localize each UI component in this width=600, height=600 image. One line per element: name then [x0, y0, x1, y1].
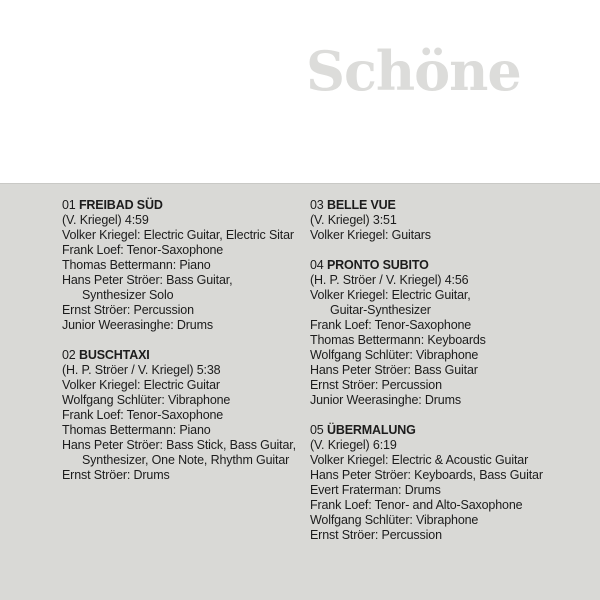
credit-line: Ernst Ströer: Percussion	[310, 378, 442, 392]
track-byline: (V. Kriegel) 4:59	[62, 213, 149, 227]
credit-line: Hans Peter Ströer: Keyboards, Bass Guitar	[310, 468, 543, 482]
track-title: BUSCHTAXI	[78, 348, 150, 362]
track-title: PRONTO SUBITO	[326, 258, 429, 272]
credit-line: Ernst Ströer: Percussion	[310, 528, 442, 542]
track-byline: (V. Kriegel) 3:51	[310, 213, 397, 227]
track-block	[310, 198, 560, 243]
track-number: 05	[310, 423, 327, 437]
credit-line: Hans Peter Ströer: Bass Guitar,	[62, 273, 233, 287]
credit-line: Thomas Bettermann: Keyboards	[310, 333, 486, 347]
credit-line: Wolfgang Schlüter: Vibraphone	[310, 513, 479, 527]
album-title: Schöne	[306, 39, 521, 103]
credit-line: Thomas Bettermann: Piano	[62, 423, 211, 437]
track-title-line	[310, 198, 560, 213]
track-number: 02	[62, 348, 79, 362]
tracklist-column-right	[310, 198, 560, 543]
credit-line: Ernst Ströer: Drums	[62, 468, 170, 482]
track-byline: (H. P. Ströer / V. Kriegel) 4:56	[310, 273, 469, 287]
credit-line: Junior Weerasinghe: Drums	[62, 318, 213, 332]
credit-line: Volker Kriegel: Electric Guitar	[62, 378, 220, 392]
credit-line: Synthesizer Solo	[82, 288, 174, 302]
track-block	[310, 423, 560, 543]
track-number: 01	[62, 198, 79, 212]
credit-line: Frank Loef: Tenor-Saxophone	[310, 318, 472, 332]
credit-line: Volker Kriegel: Electric Guitar, Electric Sitar	[62, 228, 294, 242]
credit-line: Guitar-Synthesizer	[330, 303, 431, 317]
tracklist-panel	[0, 183, 600, 600]
credit-line: Frank Loef: Tenor- and Alto-Saxophone	[310, 498, 523, 512]
credit-line: Evert Fraterman: Drums	[310, 483, 441, 497]
credit-line: Synthesizer, One Note, Rhythm Guitar	[82, 453, 290, 467]
track-block	[62, 348, 312, 483]
track-byline: (H. P. Ströer / V. Kriegel) 5:38	[62, 363, 221, 377]
track-number: 04	[310, 258, 327, 272]
track-title: BELLE VUE	[326, 198, 396, 212]
credit-line: Ernst Ströer: Percussion	[62, 303, 194, 317]
track-title-line	[310, 258, 560, 273]
track-block	[62, 198, 312, 333]
credit-line: Frank Loef: Tenor-Saxophone	[62, 243, 224, 257]
track-title-line	[62, 198, 312, 213]
credit-line: Thomas Bettermann: Piano	[62, 258, 211, 272]
credit-line: Hans Peter Ströer: Bass Guitar	[310, 363, 478, 377]
track-title: ÜBERMALUNG	[326, 423, 416, 437]
credit-line: Junior Weerasinghe: Drums	[310, 393, 461, 407]
credit-line: Volker Kriegel: Electric & Acoustic Guitar	[310, 453, 529, 467]
track-title-line	[310, 423, 560, 438]
credit-line: Wolfgang Schlüter: Vibraphone	[310, 348, 479, 362]
track-block	[310, 258, 560, 408]
credit-line: Hans Peter Ströer: Bass Stick, Bass Guitar,	[62, 438, 296, 452]
credit-line: Volker Kriegel: Electric Guitar,	[310, 288, 471, 302]
tracklist-column-left	[62, 198, 312, 483]
track-title-line	[62, 348, 312, 363]
credit-line: Wolfgang Schlüter: Vibraphone	[62, 393, 231, 407]
track-byline: (V. Kriegel) 6:19	[310, 438, 397, 452]
credit-line: Volker Kriegel: Guitars	[310, 228, 431, 242]
track-title: FREIBAD SÜD	[78, 198, 163, 212]
credit-line: Frank Loef: Tenor-Saxophone	[62, 408, 224, 422]
track-number: 03	[310, 198, 327, 212]
